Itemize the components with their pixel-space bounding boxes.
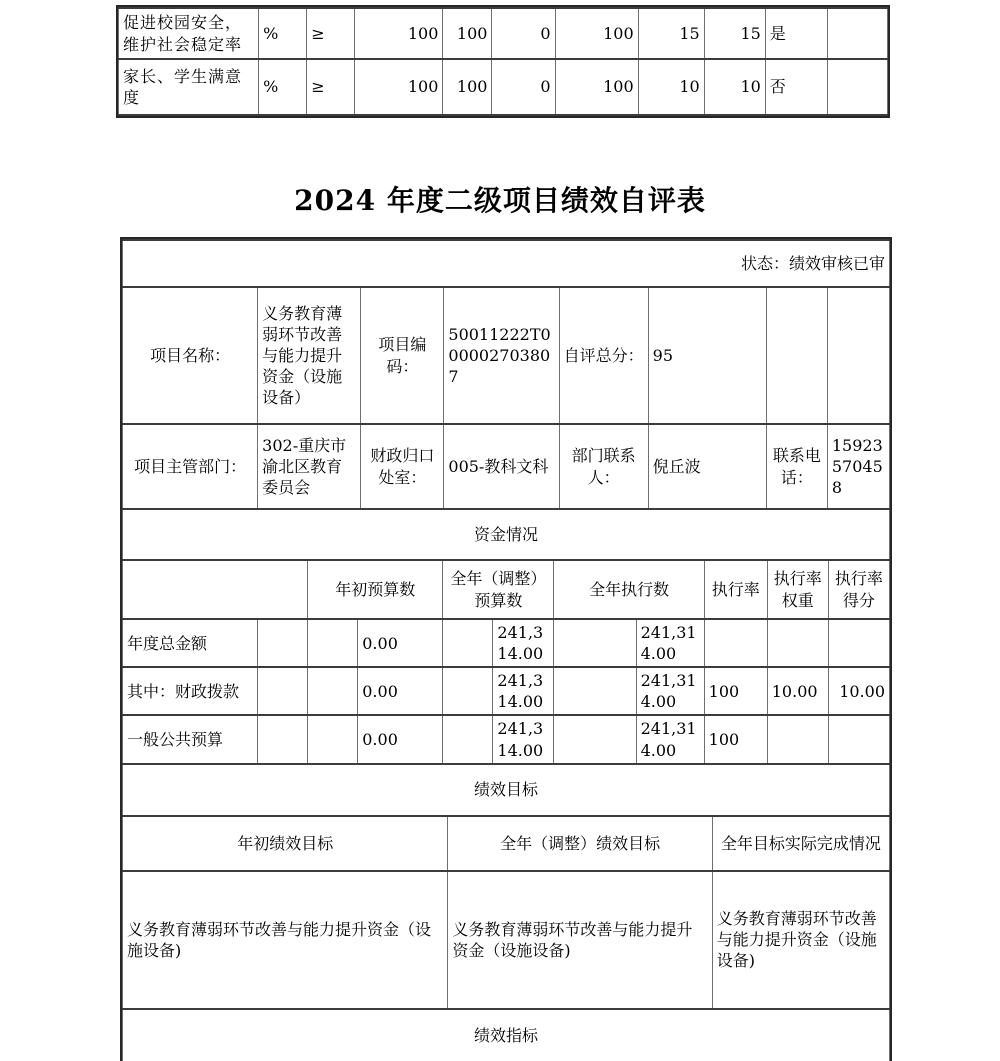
empty-cell [554, 667, 636, 715]
indicator-top-table [116, 5, 890, 118]
phone-value: 15923570458 [827, 424, 889, 509]
executed-value: 241,314.00 [636, 715, 704, 763]
empty-cell [443, 715, 493, 763]
indicator-score-cell: 10 [704, 59, 765, 115]
header-initial-budget: 年初预算数 [308, 560, 443, 619]
phone-label: 联系电话： [766, 424, 827, 509]
indicator-name-cell: 家长、学生满意度 [119, 59, 259, 115]
indicator-row [119, 8, 888, 59]
rate-value: 100 [704, 715, 767, 763]
goals-table [122, 815, 890, 1010]
table-row [123, 764, 890, 816]
status-row-table [122, 239, 890, 288]
indicators-section-table [122, 1008, 890, 1061]
indicator-target-cell: 100 [355, 59, 443, 115]
indicator-value-cell: 100 [555, 59, 638, 115]
table-row [123, 424, 890, 509]
empty-cell [258, 619, 308, 667]
rate-weight-value [767, 619, 828, 667]
header-rate-weight: 执行率权重 [767, 560, 828, 619]
header-actual-completion: 全年目标实际完成情况 [712, 816, 889, 871]
dept-label: 项目主管部门： [123, 424, 258, 509]
indicator-value-cell: 100 [443, 59, 492, 115]
empty-cell [308, 619, 358, 667]
indicator-empty-cell [827, 59, 887, 115]
table-row [123, 1009, 890, 1061]
goals-section-title: 绩效目标 [123, 764, 890, 816]
initial-goal-value: 义务教育薄弱环节改善与能力提升资金（设施设备) [123, 871, 448, 1009]
empty-cell [123, 560, 308, 619]
adjusted-budget-value: 241,314.00 [493, 715, 554, 763]
contact-label: 部门联系人： [559, 424, 648, 509]
rate-value [704, 619, 767, 667]
indicator-value-cell: 100 [443, 8, 492, 59]
contact-value: 倪丘波 [648, 424, 766, 509]
funding-row [123, 715, 890, 763]
funding-header-row [123, 560, 890, 619]
indicator-weight-cell: 10 [638, 59, 704, 115]
dept-value: 302-重庆市渝北区教育委员会 [258, 424, 361, 509]
funding-row [123, 619, 890, 667]
project-name-label: 项目名称： [123, 287, 258, 424]
table-row [123, 509, 890, 560]
indicator-name-cell: 促进校园安全，维护社会稳定率 [119, 8, 259, 59]
goals-section-table [122, 763, 890, 817]
indicator-direction-cell: ≥ [307, 8, 355, 59]
rate-score-value [828, 715, 889, 763]
adjusted-budget-value: 241,314.00 [493, 619, 554, 667]
goals-header-row [123, 816, 890, 871]
self-eval-table [120, 237, 892, 1061]
actual-completion-value: 义务教育薄弱环节改善与能力提升资金（设施设备) [712, 871, 889, 1009]
goals-content-row [123, 871, 890, 1009]
funding-row-label: 其中：财政拨款 [123, 667, 258, 715]
executed-value: 241,314.00 [636, 667, 704, 715]
rate-score-value: 10.00 [828, 667, 889, 715]
indicator-value-cell: 0 [492, 59, 555, 115]
indicator-target-cell: 100 [355, 8, 443, 59]
funding-table [122, 559, 890, 765]
office-label: 财政归口处室： [361, 424, 444, 509]
indicator-empty-cell [827, 8, 887, 59]
indicator-row [119, 59, 888, 115]
funding-row-label: 一般公共预算 [123, 715, 258, 763]
table-row [123, 287, 890, 424]
header-executed: 全年执行数 [554, 560, 704, 619]
empty-cell [554, 619, 636, 667]
adjusted-goal-value: 义务教育薄弱环节改善与能力提升资金（设施设备) [448, 871, 712, 1009]
status-text: 状态：绩效审核已审 [123, 240, 890, 287]
empty-cell [443, 619, 493, 667]
indicator-flag-cell: 否 [765, 59, 827, 115]
empty-cell [308, 667, 358, 715]
funding-row-label: 年度总金额 [123, 619, 258, 667]
empty-cell [827, 287, 889, 424]
project-name-value: 义务教育薄弱环节改善与能力提升资金（设施设备） [258, 287, 361, 424]
rate-score-value [828, 619, 889, 667]
header-rate: 执行率 [704, 560, 767, 619]
empty-cell [258, 715, 308, 763]
executed-value: 241,314.00 [636, 619, 704, 667]
page-title: 2024 年度二级项目绩效自评表 [294, 184, 706, 217]
funding-section-title: 资金情况 [123, 509, 890, 560]
empty-cell [766, 287, 827, 424]
indicator-weight-cell: 15 [638, 8, 704, 59]
indicator-score-cell: 15 [704, 8, 765, 59]
rate-value: 100 [704, 667, 767, 715]
initial-budget-value: 0.00 [358, 667, 443, 715]
funding-row [123, 667, 890, 715]
indicator-value-cell: 100 [555, 8, 638, 59]
header-adjusted-budget: 全年（调整）预算数 [443, 560, 554, 619]
self-score-value: 95 [648, 287, 766, 424]
indicator-unit-cell: % [259, 59, 307, 115]
funding-section-table [122, 508, 890, 561]
adjusted-budget-value: 241,314.00 [493, 667, 554, 715]
empty-cell [554, 715, 636, 763]
project-info-table [122, 286, 890, 510]
indicator-direction-cell: ≥ [307, 59, 355, 115]
initial-budget-value: 0.00 [358, 715, 443, 763]
header-rate-score: 执行率得分 [828, 560, 889, 619]
rate-weight-value: 10.00 [767, 667, 828, 715]
project-code-label: 项目编码： [361, 287, 444, 424]
empty-cell [443, 667, 493, 715]
indicator-value-cell: 0 [492, 8, 555, 59]
table-row [123, 240, 890, 287]
initial-budget-value: 0.00 [358, 619, 443, 667]
empty-cell [308, 715, 358, 763]
header-adjusted-goal: 全年（调整）绩效目标 [448, 816, 712, 871]
header-initial-goal: 年初绩效目标 [123, 816, 448, 871]
self-score-label: 自评总分： [559, 287, 648, 424]
office-value: 005-教科文科 [444, 424, 559, 509]
rate-weight-value [767, 715, 828, 763]
indicator-table [118, 7, 888, 116]
project-code-value: 50011222T000002703807 [444, 287, 559, 424]
indicator-unit-cell: % [259, 8, 307, 59]
empty-cell [258, 667, 308, 715]
indicator-flag-cell: 是 [765, 8, 827, 59]
indicators-section-title: 绩效指标 [123, 1009, 890, 1061]
